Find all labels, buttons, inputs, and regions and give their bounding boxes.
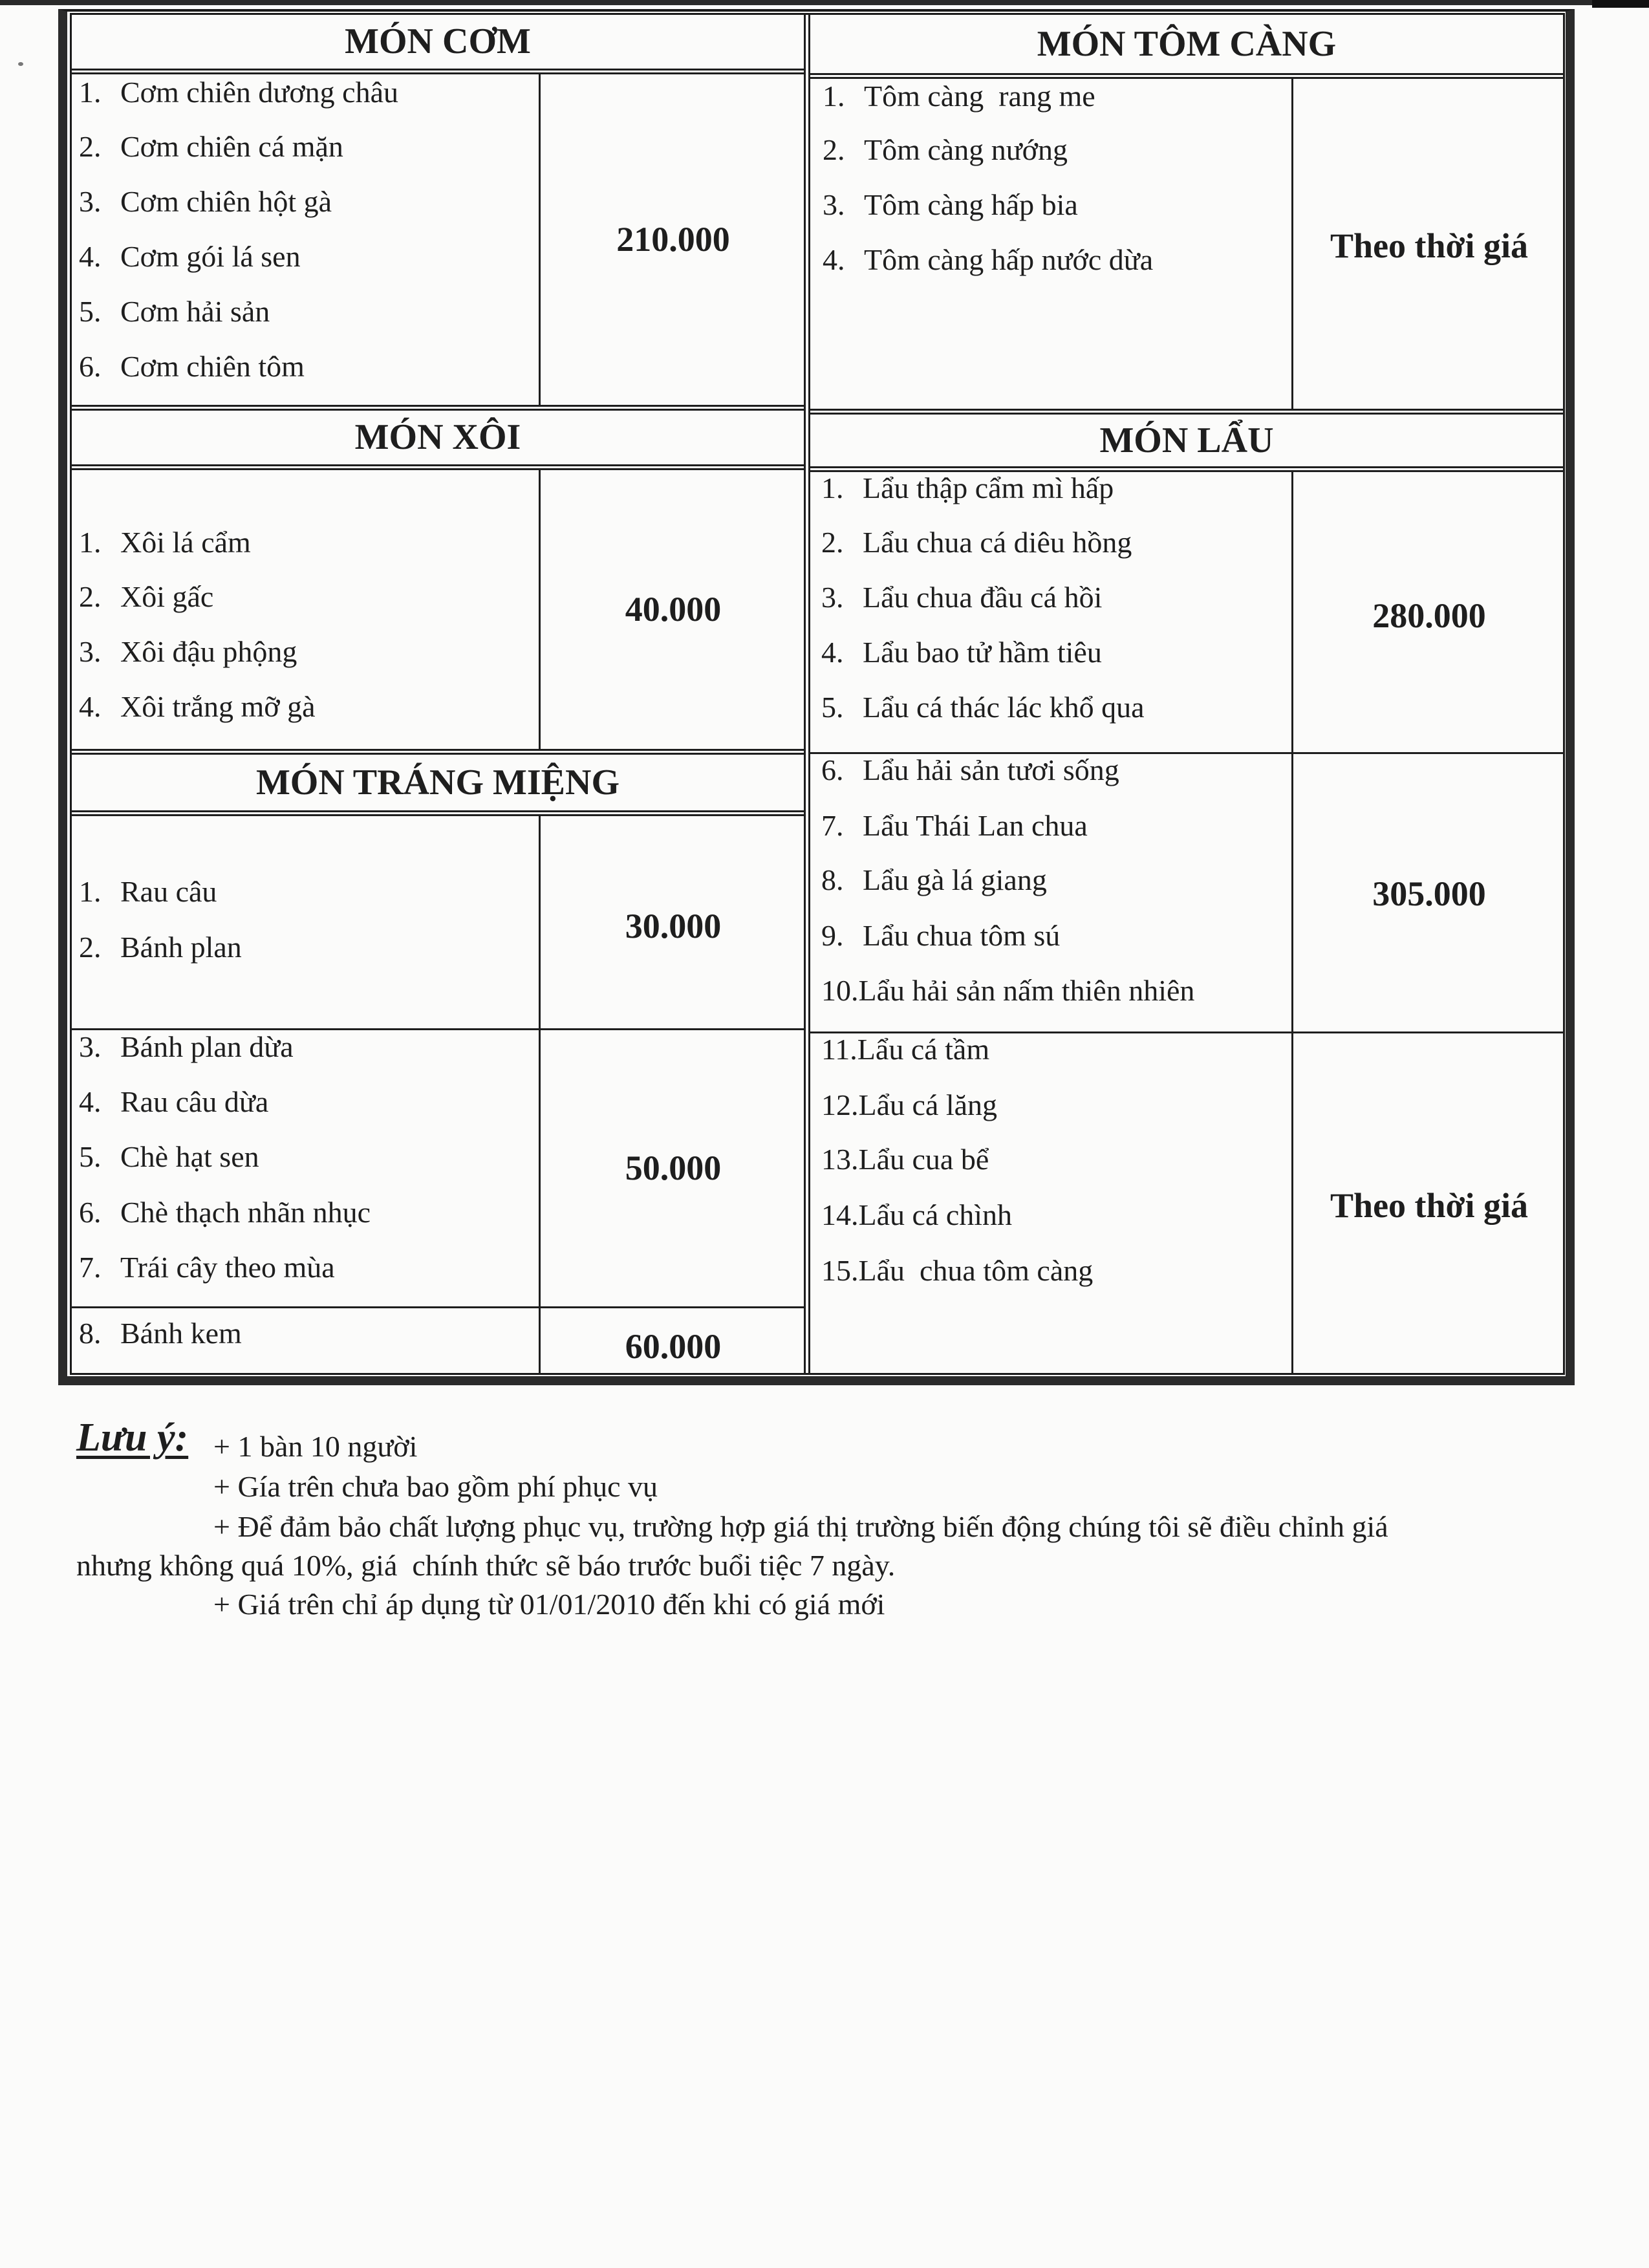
menu-item: 1. Rau câu (79, 875, 217, 908)
item-name: Lẩu cua bể (858, 1143, 989, 1176)
item-name: Lẩu cá lăng (858, 1088, 998, 1121)
menu-item: 9. Lẩu chua tôm sú (821, 919, 1061, 952)
note-line: + Để đảm bảo chất lượng phục vụ, trường hợp giá thị trường biến động chúng tôi sẽ điều chỉnh giá (213, 1510, 1388, 1543)
menu-item: 3. Bánh plan dừa (79, 1030, 294, 1063)
menu-item: 1. Lẩu thập cẩm mì hấp (821, 471, 1114, 504)
item-name: Lẩu cá tầm (857, 1033, 990, 1066)
menu-item: 5. Cơm hải sản (79, 295, 270, 328)
divider (70, 1306, 806, 1308)
item-name: Cơm chiên cá mặn (120, 130, 343, 163)
price: 210.000 (616, 220, 730, 259)
item-name: Bánh plan dừa (120, 1030, 294, 1063)
section-title: MÓN XÔI (354, 417, 521, 457)
item-name: Bánh kem (120, 1317, 242, 1350)
item-name: Tôm càng rang me (864, 80, 1095, 113)
menu-item: 2. Bánh plan (79, 931, 242, 964)
item-name: Rau câu (120, 875, 217, 908)
menu-item: 3. Cơm chiên hột gà (79, 185, 332, 218)
menu-item: 6. Chè thạch nhãn nhục (79, 1196, 371, 1229)
price: 60.000 (625, 1327, 722, 1366)
item-name: Lẩu cá chình (858, 1198, 1013, 1231)
item-name: Lẩu chua tôm càng (858, 1254, 1094, 1287)
section-title: MÓN LẨU (1099, 420, 1274, 460)
item-name: Lẩu gà lá giang (863, 863, 1047, 896)
item-name: Bánh plan (120, 931, 242, 964)
menu-item: 6. Cơm chiên tôm (79, 350, 305, 383)
item-name: Lẩu hải sản nấm thiên nhiên (858, 974, 1195, 1007)
item-name: Lẩu thập cẩm mì hấp (863, 471, 1114, 504)
menu-item: 6. Lẩu hải sản tươi sống (821, 753, 1119, 786)
item-name: Tôm càng nướng (864, 133, 1068, 166)
menu-item: 7. Trái cây theo mùa (79, 1251, 335, 1284)
item-name: Lẩu bao tử hầm tiêu (863, 636, 1102, 669)
item-name: Cơm hải sản (120, 295, 270, 328)
note-line: nhưng không quá 10%, giá chính thức sẽ báo trước buổi tiệc 7 ngày. (76, 1549, 896, 1582)
price-divider (539, 814, 541, 1375)
menu-item: 11.Lẩu cá tầm (821, 1033, 990, 1066)
notes-label: Lưu ý: (76, 1416, 189, 1460)
note-line: + Gía trên chưa bao gồm phí phục vụ (213, 1470, 658, 1503)
menu-item: 10.Lẩu hải sản nấm thiên nhiên (821, 974, 1195, 1007)
scan-speck (18, 62, 23, 66)
price: 30.000 (625, 907, 722, 945)
item-name: Lẩu hải sản tươi sống (863, 753, 1119, 786)
item-name: Xôi trắng mỡ gà (120, 690, 316, 723)
menu-item: 2. Lẩu chua cá diêu hồng (821, 526, 1132, 559)
price: 280.000 (1372, 596, 1486, 635)
price: Theo thời giá (1330, 1186, 1528, 1225)
menu-item: 8. Lẩu gà lá giang (821, 863, 1047, 896)
item-name: Trái cây theo mùa (120, 1251, 335, 1284)
menu-item: 3. Lẩu chua đầu cá hồi (821, 581, 1103, 614)
item-name: Cơm gói lá sen (120, 240, 301, 273)
note-line: + 1 bàn 10 người (213, 1430, 418, 1463)
menu-item: 4. Rau câu dừa (79, 1085, 269, 1118)
item-name: Chè hạt sen (120, 1140, 259, 1173)
item-name: Xôi lá cẩm (120, 526, 251, 559)
item-name: Cơm chiên hột gà (120, 185, 332, 218)
item-name: Tôm càng hấp nước dừa (864, 243, 1154, 276)
note-line: + Giá trên chỉ áp dụng từ 01/01/2010 đến khi có giá mới (213, 1588, 885, 1621)
item-name: Cơm chiên dương châu (120, 76, 398, 109)
item-name: Chè thạch nhãn nhục (120, 1196, 371, 1229)
menu-item: 4. Lẩu bao tử hầm tiêu (821, 636, 1102, 669)
price: 305.000 (1372, 874, 1486, 913)
menu-item: 2. Xôi gấc (79, 580, 214, 613)
menu-item: 3. Tôm càng hấp bia (823, 188, 1078, 221)
item-name: Rau câu dừa (120, 1085, 269, 1118)
menu-item: 7. Lẩu Thái Lan chua (821, 809, 1088, 842)
menu-item: 12.Lẩu cá lăng (821, 1088, 998, 1121)
scan-edge-top (0, 0, 1592, 5)
item-name: Lẩu chua tôm sú (863, 919, 1061, 952)
menu-item: 5. Chè hạt sen (79, 1140, 259, 1173)
menu-item: 4. Tôm càng hấp nước dừa (823, 243, 1154, 276)
item-name: Lẩu chua cá diêu hồng (863, 526, 1132, 559)
item-name: Tôm càng hấp bia (864, 188, 1078, 221)
menu-item: 14.Lẩu cá chình (821, 1198, 1013, 1231)
menu-item: 2. Cơm chiên cá mặn (79, 130, 343, 163)
section-title: MÓN TÔM CÀNG (1037, 24, 1337, 64)
item-name: Lẩu Thái Lan chua (863, 809, 1088, 842)
menu-item: 3. Xôi đậu phộng (79, 635, 297, 668)
item-name: Xôi đậu phộng (120, 635, 297, 668)
section-title: MÓN TRÁNG MIỆNG (255, 762, 620, 803)
menu-item: 15.Lẩu chua tôm càng (821, 1254, 1094, 1287)
menu-item: 8. Bánh kem (79, 1317, 242, 1350)
menu-item: 1. Cơm chiên dương châu (79, 76, 398, 109)
menu-item: 4. Xôi trắng mỡ gà (79, 690, 316, 723)
price: Theo thời giá (1330, 226, 1528, 265)
menu-item: 1. Tôm càng rang me (823, 80, 1095, 113)
menu-item: 13.Lẩu cua bể (821, 1143, 989, 1176)
item-name: Xôi gấc (120, 580, 214, 613)
menu-item: 5. Lẩu cá thác lác khổ qua (821, 691, 1145, 724)
item-name: Lẩu cá thác lác khổ qua (863, 691, 1145, 724)
price: 50.000 (625, 1149, 722, 1187)
section-title: MÓN CƠM (345, 21, 531, 61)
divider (808, 73, 1565, 79)
divider (70, 810, 806, 816)
menu-item: 4. Cơm gói lá sen (79, 240, 301, 273)
menu-item: 2. Tôm càng nướng (823, 133, 1068, 166)
scan-edge-corner (1592, 0, 1649, 8)
item-name: Cơm chiên tôm (120, 350, 305, 383)
item-name: Lẩu chua đầu cá hồi (863, 581, 1103, 614)
menu-item: 1. Xôi lá cẩm (79, 526, 251, 559)
price: 40.000 (625, 590, 722, 629)
